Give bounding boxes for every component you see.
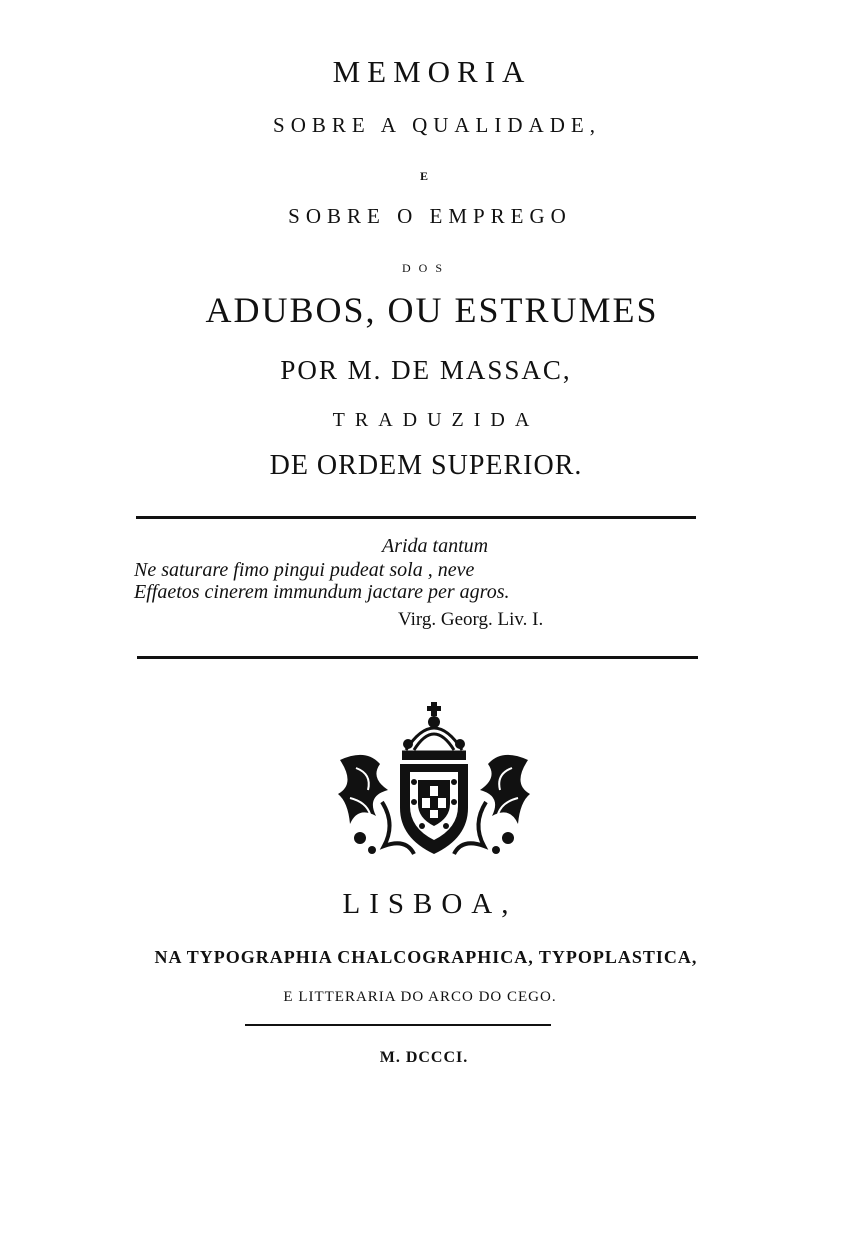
- title: MEMORIA: [332, 54, 532, 89]
- conjunction: E: [419, 169, 428, 183]
- translation-note: TRADUZIDA: [332, 409, 540, 431]
- bottom-rule: [137, 656, 698, 659]
- epigraph-line-2: Ne saturare fimo pingui pudeat sola , neve: [134, 559, 475, 581]
- subtitle-line-2: SOBRE O EMPREGO: [288, 204, 572, 228]
- authority-line: DE ORDEM SUPERIOR.: [269, 450, 583, 481]
- publication-year: M. DCCCI.: [379, 1049, 469, 1066]
- epigraph-line-1: Arida tantum: [382, 535, 489, 557]
- printer-line-1: NA TYPOGRAPHIA CHALCOGRAPHICA, TYPOPLASTICA,: [154, 947, 698, 967]
- article: DOS: [401, 261, 450, 275]
- subtitle-line-1: SOBRE A QUALIDADE,: [273, 113, 601, 137]
- imprint-city: LISBOA,: [342, 888, 518, 920]
- author-line: POR M. DE MASSAC,: [280, 355, 572, 385]
- epigraph-attribution: Virg. Georg. Liv. I.: [398, 609, 544, 630]
- royal-coat-of-arms-icon: [336, 698, 532, 860]
- imprint-rule: [245, 1024, 551, 1026]
- top-rule: [136, 516, 696, 519]
- printer-line-2: E LITTERARIA DO ARCO DO CEGO.: [283, 989, 557, 1005]
- main-subject: ADUBOS, OU ESTRUMES: [205, 290, 659, 330]
- epigraph-line-3: Effaetos cinerem immundum jactare per agros.: [134, 581, 510, 603]
